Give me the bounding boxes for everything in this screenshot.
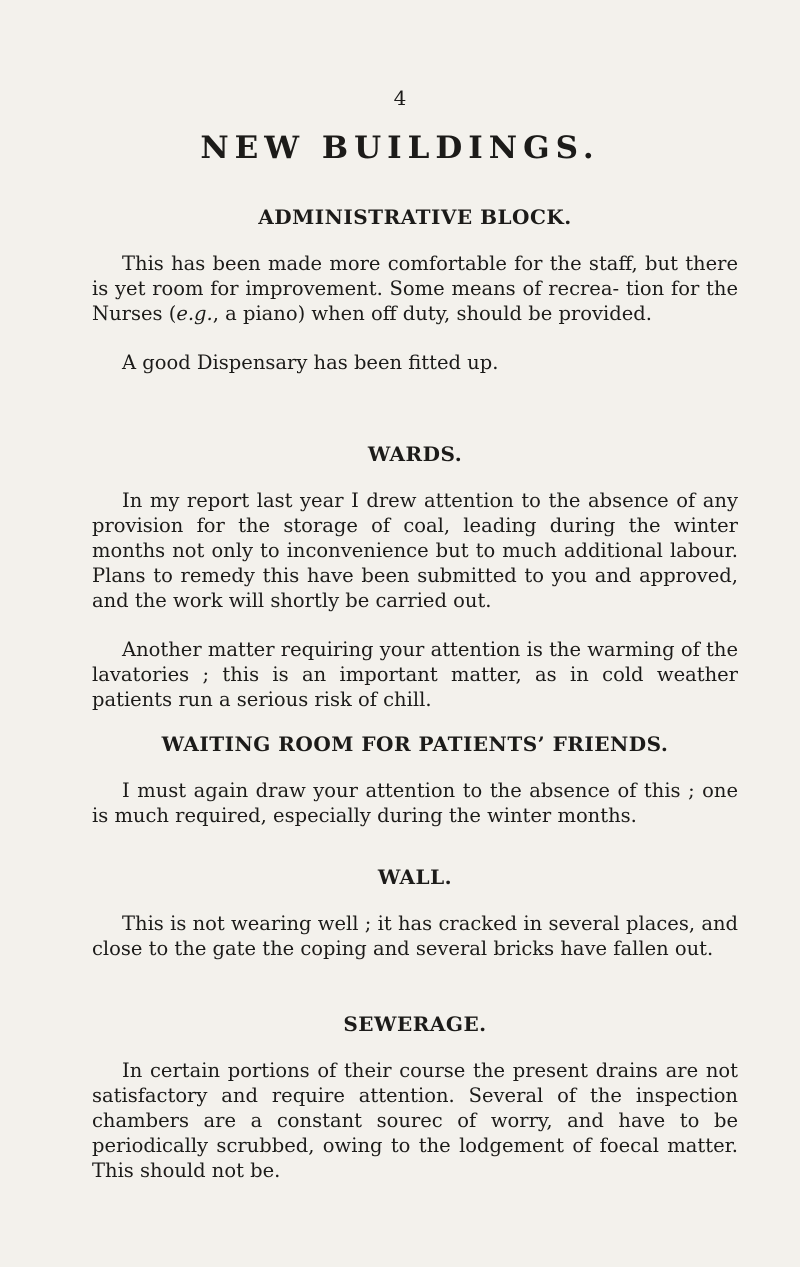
section-waiting-room	[92, 732, 738, 852]
section-sewerage	[92, 1012, 738, 1207]
section-heading: ADMINISTRATIVE BLOCK.	[258, 205, 572, 229]
paragraph: I must again draw your attention to the absence of this ; one is much required, especially during the winter months.	[92, 779, 738, 827]
section-heading: WARDS.	[367, 442, 463, 466]
section-wall	[92, 865, 738, 985]
paragraph: A good Dispensary has been fitted up.	[122, 351, 499, 374]
section-administrative-block	[92, 205, 738, 399]
section-wards	[92, 442, 738, 736]
section-heading: SEWERAGE.	[343, 1012, 487, 1036]
paragraph: In my report last year I drew attention to the absence of any provision for the storage of coal, leading during the winter months not only to inconvenience but to much additional labour. Plans to remedy this have been submitted to you and approved, and the work will shortly be carried out.	[92, 489, 738, 612]
section-heading: WAITING ROOM FOR PATIENTS’ FRIENDS.	[161, 732, 669, 756]
paragraph-emphasis: e.g.	[176, 302, 213, 325]
section-heading: WALL.	[377, 865, 453, 889]
paragraph-text: This has been made more comfortable for the staff, but there is yet room for improvement. Some means of recrea- tion for the Nurses (	[92, 252, 738, 325]
paragraph: Another matter requiring your attention is the warming of the lavatories ; this is an important matter, as in cold weather patients run a serious risk of chill.	[92, 638, 738, 711]
paragraph: This is not wearing well ; it has cracked in several places, and close to the gate the coping and several bricks have fallen out.	[92, 912, 738, 960]
paragraph	[92, 251, 738, 326]
page-number: 4	[393, 86, 407, 110]
paragraph: In certain portions of their course the present drains are not satisfactory and require attention. Several of the inspection chambers are a constant sourec of worry, and have to be periodically scrubbed, owing to the lodgement of foecal matter. This should not be.	[92, 1059, 738, 1182]
page-title: NEW BUILDINGS.	[200, 130, 600, 166]
paragraph-text: , a piano) when off duty, should be provided.	[212, 302, 652, 325]
